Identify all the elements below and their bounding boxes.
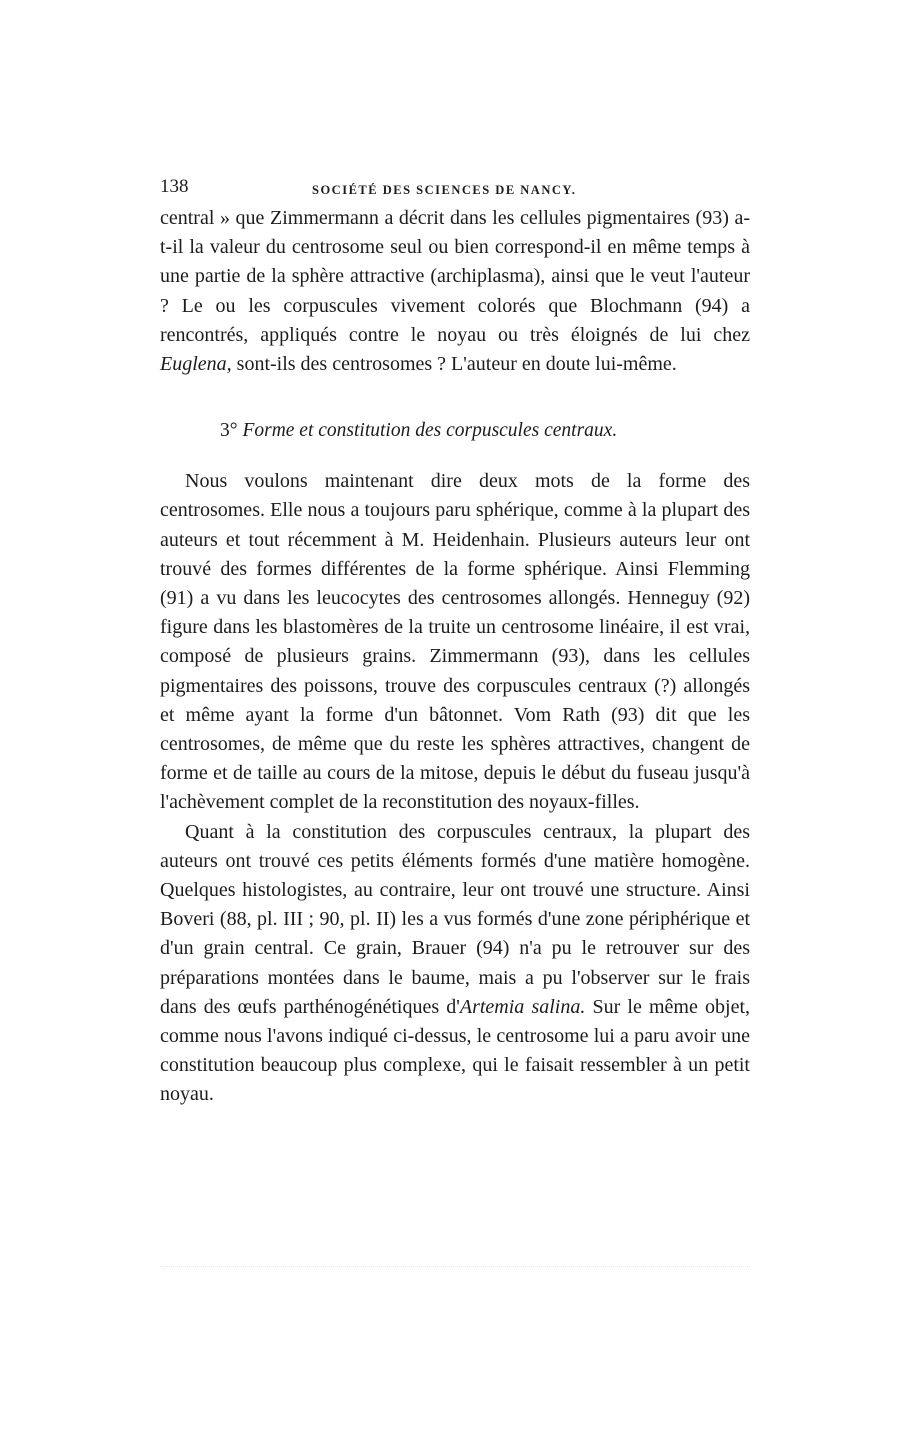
paragraph-1-text-b: sont-ils des centrosomes ? L'auteur en doute lui-même. bbox=[231, 353, 677, 376]
paragraph-1 bbox=[160, 204, 750, 379]
paragraph-1-italic-euglena: Euglena, bbox=[160, 353, 232, 376]
page-number: 138 bbox=[160, 176, 189, 197]
section-title: Forme et constitution des corpuscules centraux. bbox=[242, 420, 618, 442]
paragraph-3-text-b: Sur le même objet, comme nous l'avons indiqué ci-dessus, le centrosome lui a paru avoir une constitution beaucoup plus complexe, qui le faisait ressembler à un petit noyau. bbox=[160, 995, 750, 1106]
section-heading bbox=[160, 417, 750, 445]
paragraph-3-italic-artemia: Artemia salina. bbox=[459, 995, 586, 1018]
paragraph-1-text-a: central » que Zimmermann a décrit dans les cellules pigmentaires (93) a-t-il la valeur du centrosome seul ou bien correspond-il en même temps à une partie de la sphère attractive (archiplasma), ainsi que le veut l'auteur ? Le ou les corpuscules vivement colorés que Blochmann (94) a rencontrés, appliqués contre le noyau ou très éloignés de lui chez bbox=[160, 207, 750, 346]
paragraph-2: Nous voulons maintenant dire deux mots de la forme des centrosomes. Elle nous a toujours paru sphérique, comme à la plupart des auteurs et tout récemment à M. Heidenhain. Plusieurs auteurs leur ont trouvé des formes différentes de la forme sphérique. Ainsi Flemming (91) a vu dans les leucocytes des centrosomes allongés. Henneguy (92) figure dans les blastomères de la truite un centrosome linéaire, il est vrai, composé de plusieurs grains. Zimmermann (93), dans les cellules pigmentaires des poissons, trouve des corpuscules centraux (?) allongés et même ayant la forme d'un bâtonnet. Vom Rath (93) dit que les centrosomes, de même que du reste les sphères attractives, changent de forme et de taille au cours de la mitose, depuis le début du fuseau jusqu'à l'achèvement complet de la reconstitution des noyaux-filles. bbox=[160, 470, 750, 814]
journal-title: SOCIÉTÉ DES SCIENCES DE NANCY. bbox=[312, 183, 577, 197]
scan-speckle bbox=[160, 1266, 750, 1271]
paragraph-3 bbox=[160, 818, 750, 1110]
page-content bbox=[160, 176, 750, 1110]
running-head bbox=[160, 176, 750, 202]
paragraph-3-text-a: Quant à la constitution des corpuscules centraux, la plupart des auteurs ont trouvé ces petits éléments formés d'une matière homogène. Quelques histologistes, au contraire, leur ont trouvé une structure. Ainsi Boveri (88, pl. III ; 90, pl. II) les a vus formés d'une zone périphérique et d'un grain central. Ce grain, Brauer (94) n'a pu le retrouver sur des préparations montées dans le baume, mais a pu l'observer sur le frais dans des œufs parthénogénétiques d' bbox=[160, 820, 750, 1018]
section-number: 3° bbox=[220, 420, 238, 442]
